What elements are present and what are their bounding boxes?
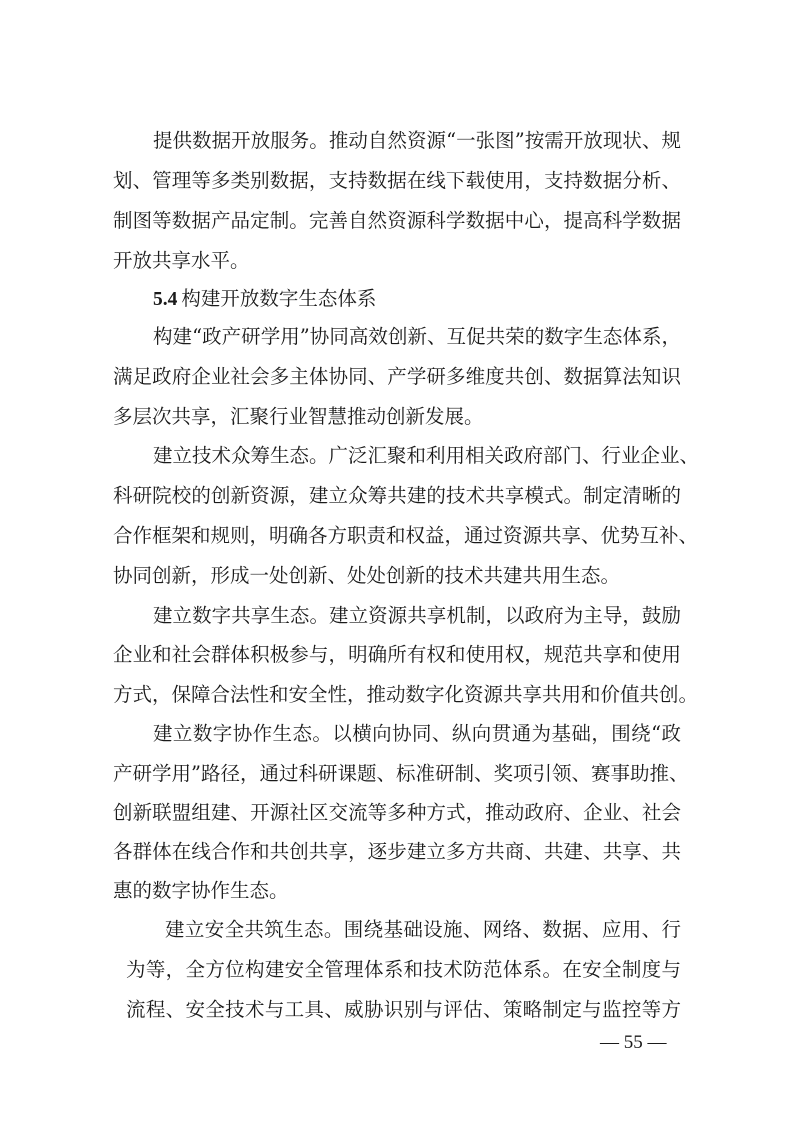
paragraph-line: 建立数字共享生态。建立资源共享机制，以政府为主导，鼓励 xyxy=(153,604,681,627)
section-heading xyxy=(153,287,376,312)
paragraph-line: 开放共享水平。 xyxy=(113,249,250,272)
section-number: 5.4 xyxy=(153,289,178,310)
paragraph-line: 协同创新，形成一处创新、处处创新的技术共建共用生态。 xyxy=(113,564,621,587)
paragraph-line: 惠的数字协作生态。 xyxy=(113,879,289,902)
paragraph-line: 建立技术众筹生态。广泛汇聚和利用相关政府部门、行业企业、 xyxy=(153,444,700,467)
paragraph-line: 建立数字协作生态。以横向协同、纵向贯通为基础，围绕“政 xyxy=(153,722,681,745)
paragraph-line: 满足政府企业社会多主体协同、产学研多维度共创、数据算法知识 xyxy=(113,365,681,388)
paragraph-line: 合作框架和规则，明确各方职责和权益，通过资源共享、优势互补、 xyxy=(113,524,699,547)
paragraph-line: 流程、安全技术与工具、威胁识别与评估、策略制定与监控等方 xyxy=(126,998,681,1021)
paragraph-line: 多层次共享，汇聚行业智慧推动创新发展。 xyxy=(113,405,484,428)
paragraph-line: 建立安全共筑生态。围绕基础设施、网络、数据、应用、行 xyxy=(165,918,681,941)
paragraph-line: 科研院校的创新资源，建立众筹共建的技术共享模式。制定清晰的 xyxy=(113,484,681,507)
paragraph-line: 方式，保障合法性和安全性，推动数字化资源共享共用和价值共创。 xyxy=(113,683,699,706)
paragraph-line: 为等，全方位构建安全管理体系和技术防范体系。在安全制度与 xyxy=(126,958,681,981)
paragraph-line: 划、管理等多类别数据，支持数据在线下载使用，支持数据分析、 xyxy=(113,169,681,192)
paragraph-line: 创新联盟组建、开源社区交流等多种方式，推动政府、企业、社会 xyxy=(113,801,681,824)
page-number: — 55 — xyxy=(600,1032,667,1053)
paragraph-line: 构建“政产研学用”协同高效创新、互促共荣的数字生态体系， xyxy=(153,325,681,348)
paragraph-line: 制图等数据产品定制。完善自然资源科学数据中心，提高科学数据 xyxy=(113,209,681,232)
paragraph-line: 提供数据开放服务。推动自然资源“一张图”按需开放现状、规 xyxy=(153,129,681,152)
paragraph-line: 各群体在线合作和共创共享，逐步建立多方共商、共建、共享、共 xyxy=(113,840,681,863)
paragraph-line: 产研学用”路径，通过科研课题、标准研制、奖项引领、赛事助推、 xyxy=(113,762,689,785)
section-title: 构建开放数字生态体系 xyxy=(181,287,377,310)
paragraph-line: 企业和社会群体积极参与，明确所有权和使用权，规范共享和使用 xyxy=(113,643,681,666)
